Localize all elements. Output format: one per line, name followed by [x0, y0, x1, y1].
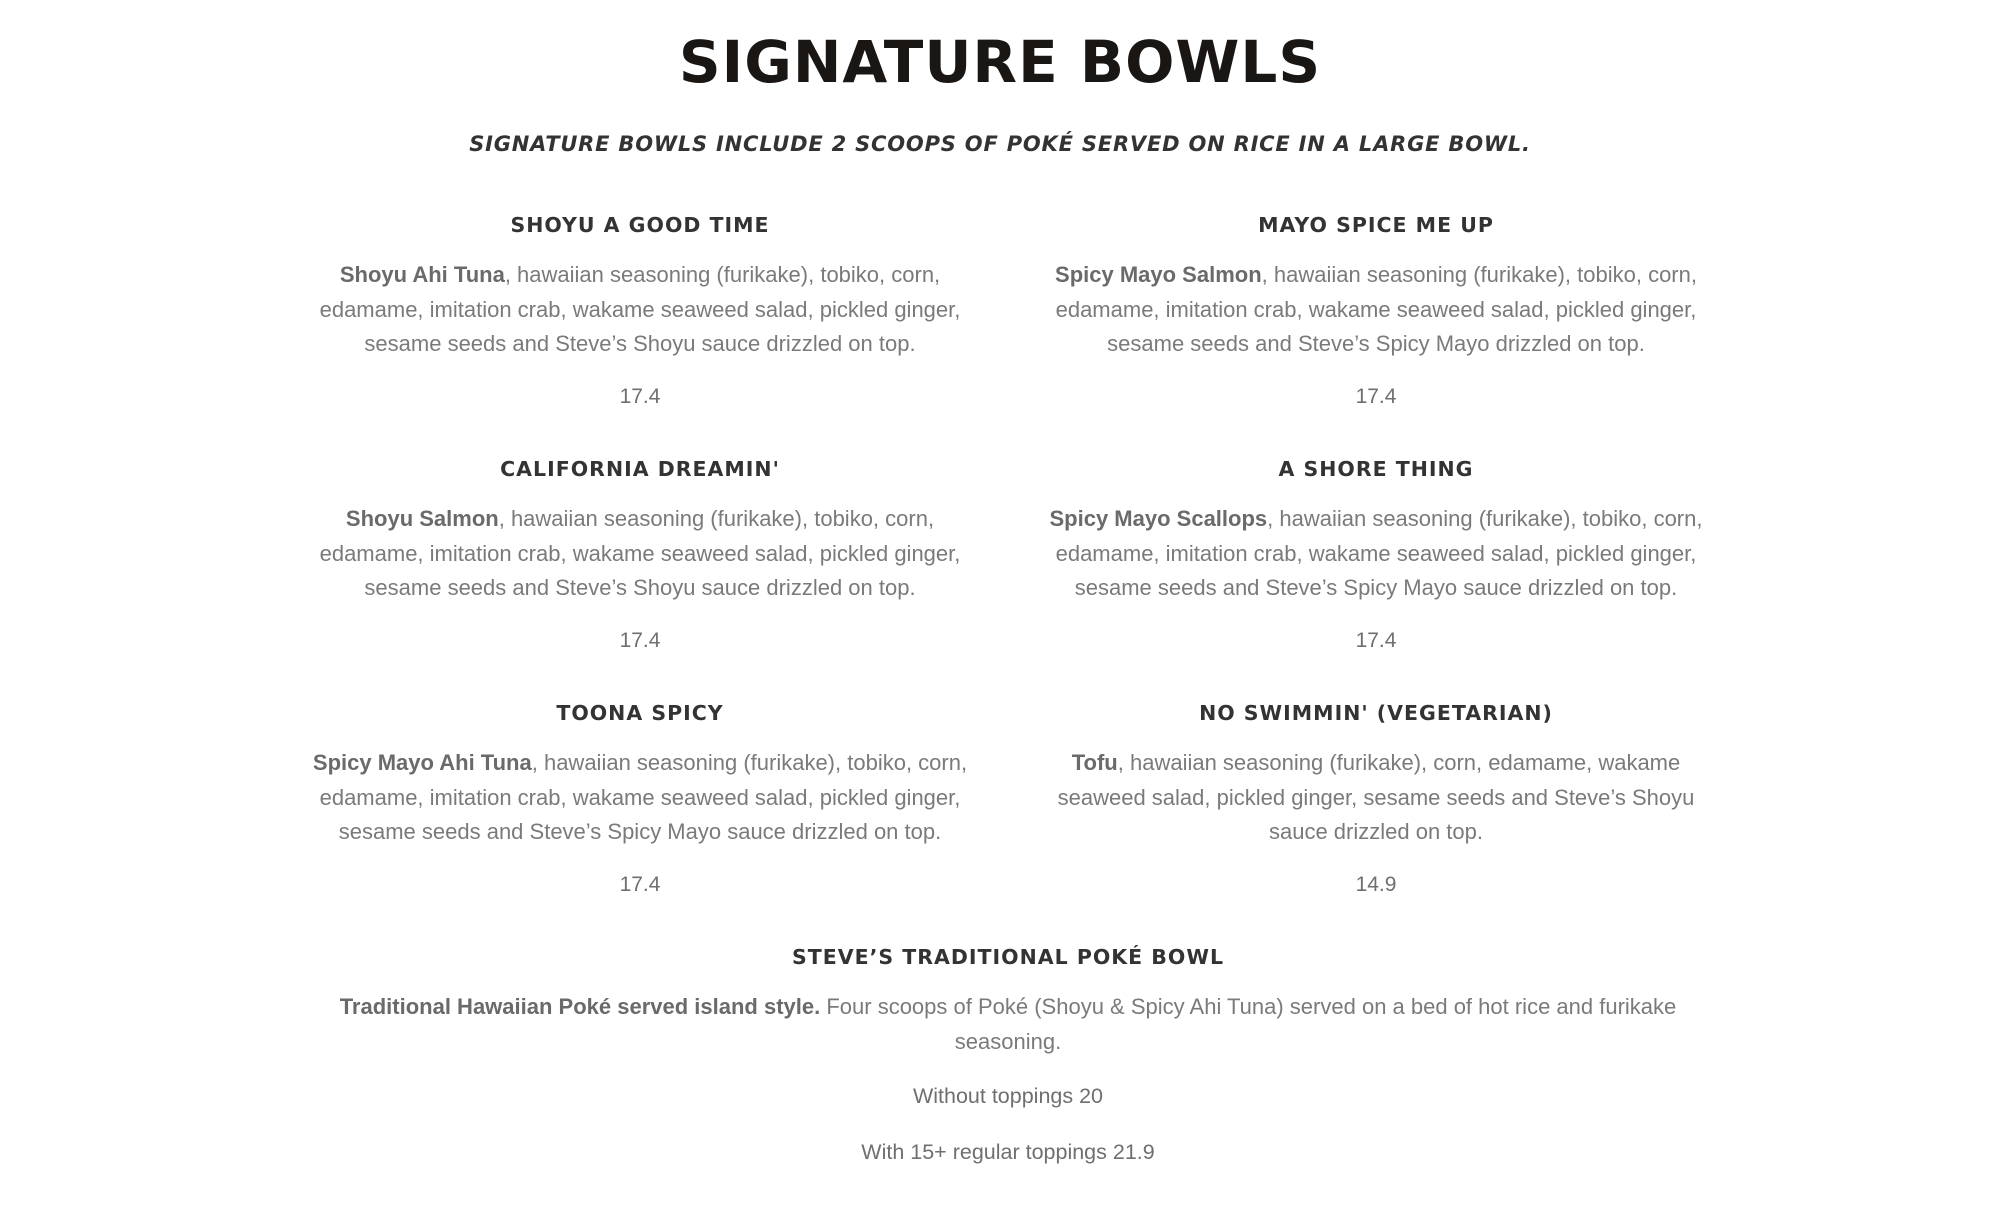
menu-item-toona-spicy	[272, 694, 1008, 938]
menu-item-ingredients: , hawaiian seasoning (furikake), tobiko, corn, edamame, imitation crab, wakame seaweed salad, pickled ginger, sesame seeds and Steve’s Shoyu sauce drizzled on top.	[319, 506, 961, 600]
menu-item-ingredients: , hawaiian seasoning (furikake), tobiko, corn, edamame, imitation crab, wakame seaweed salad, pickled ginger, sesame seeds and Steve’s Spicy Mayo sauce drizzled on top.	[1055, 506, 1703, 600]
bowl-grid	[272, 206, 1744, 938]
menu-item-description	[1031, 258, 1721, 362]
menu-item-no-swimmin	[1008, 694, 1744, 938]
menu-item-protein: Shoyu Salmon	[345, 506, 499, 531]
menu-item-protein: Spicy Mayo Ahi Tuna	[312, 750, 532, 775]
menu-item-a-shore-thing	[1008, 450, 1744, 694]
menu-item-shoyu-a-good-time	[272, 206, 1008, 450]
price-with-toppings: With 15+ regular toppings 21.9	[861, 1140, 1155, 1164]
menu-item-ingredients: , hawaiian seasoning (furikake), tobiko, corn, edamame, imitation crab, wakame seaweed salad, pickled ginger, sesame seeds and Steve’s Spicy Mayo drizzled on top.	[1055, 262, 1697, 356]
page-title: SIGNATURE BOWLS	[678, 28, 1322, 96]
page-subtitle: SIGNATURE BOWLS INCLUDE 2 SCOOPS OF POKÉ SERVED ON RICE IN A LARGE BOWL.	[469, 132, 1531, 156]
menu-item-name: A SHORE THING	[1278, 457, 1474, 481]
menu-item-description	[298, 990, 1718, 1059]
menu-item-california-dreamin	[272, 450, 1008, 694]
menu-item-protein: Shoyu Ahi Tuna	[339, 262, 505, 287]
menu-item-name: CALIFORNIA DREAMIN'	[500, 457, 780, 481]
menu-item-ingredients: Four scoops of Poké (Shoyu & Spicy Ahi Tuna) served on a bed of hot rice and furikake seasoning.	[820, 994, 1677, 1054]
menu-item-protein: Tofu	[1071, 750, 1118, 775]
menu-item-description	[1031, 746, 1721, 850]
menu-item-traditional-poke-bowl	[272, 938, 1744, 1167]
menu-item-lead: Traditional Hawaiian Poké served island style.	[339, 994, 821, 1019]
menu-item-price: 17.4	[619, 629, 661, 652]
menu-item-ingredients: , hawaiian seasoning (furikake), corn, edamame, wakame seaweed salad, pickled ginger, sesame seeds and Steve’s Shoyu sauce drizzled on top.	[1057, 750, 1695, 844]
menu-item-ingredients: , hawaiian seasoning (furikake), tobiko, corn, edamame, imitation crab, wakame seaweed salad, pickled ginger, sesame seeds and Steve’s Shoyu sauce drizzled on top.	[319, 262, 961, 356]
menu-item-description	[295, 746, 985, 850]
menu-item-protein: Spicy Mayo Scallops	[1049, 506, 1268, 531]
menu-item-protein: Spicy Mayo Salmon	[1055, 262, 1262, 287]
menu-item-name: STEVE’S TRADITIONAL POKÉ BOWL	[791, 945, 1225, 969]
menu-item-price: 17.4	[1355, 385, 1397, 408]
menu-item-price: 17.4	[1355, 629, 1397, 652]
price-without-toppings: Without toppings 20	[912, 1084, 1104, 1108]
menu-item-description	[1031, 502, 1721, 606]
menu-item-price: 14.9	[1355, 873, 1397, 896]
menu-item-mayo-spice-me-up	[1008, 206, 1744, 450]
menu-item-name: MAYO SPICE ME UP	[1258, 213, 1494, 237]
menu-item-name: NO SWIMMIN' (VEGETARIAN)	[1199, 701, 1553, 725]
menu-item-name: SHOYU A GOOD TIME	[510, 213, 770, 237]
menu-item-ingredients: , hawaiian seasoning (furikake), tobiko, corn, edamame, imitation crab, wakame seaweed salad, pickled ginger, sesame seeds and Steve’s Spicy Mayo sauce drizzled on top.	[319, 750, 968, 844]
menu-item-name: TOONA SPICY	[556, 701, 724, 725]
menu-item-description	[295, 502, 985, 606]
menu-item-description	[295, 258, 985, 362]
menu-item-price: 17.4	[619, 873, 661, 896]
menu-item-price: 17.4	[619, 385, 661, 408]
